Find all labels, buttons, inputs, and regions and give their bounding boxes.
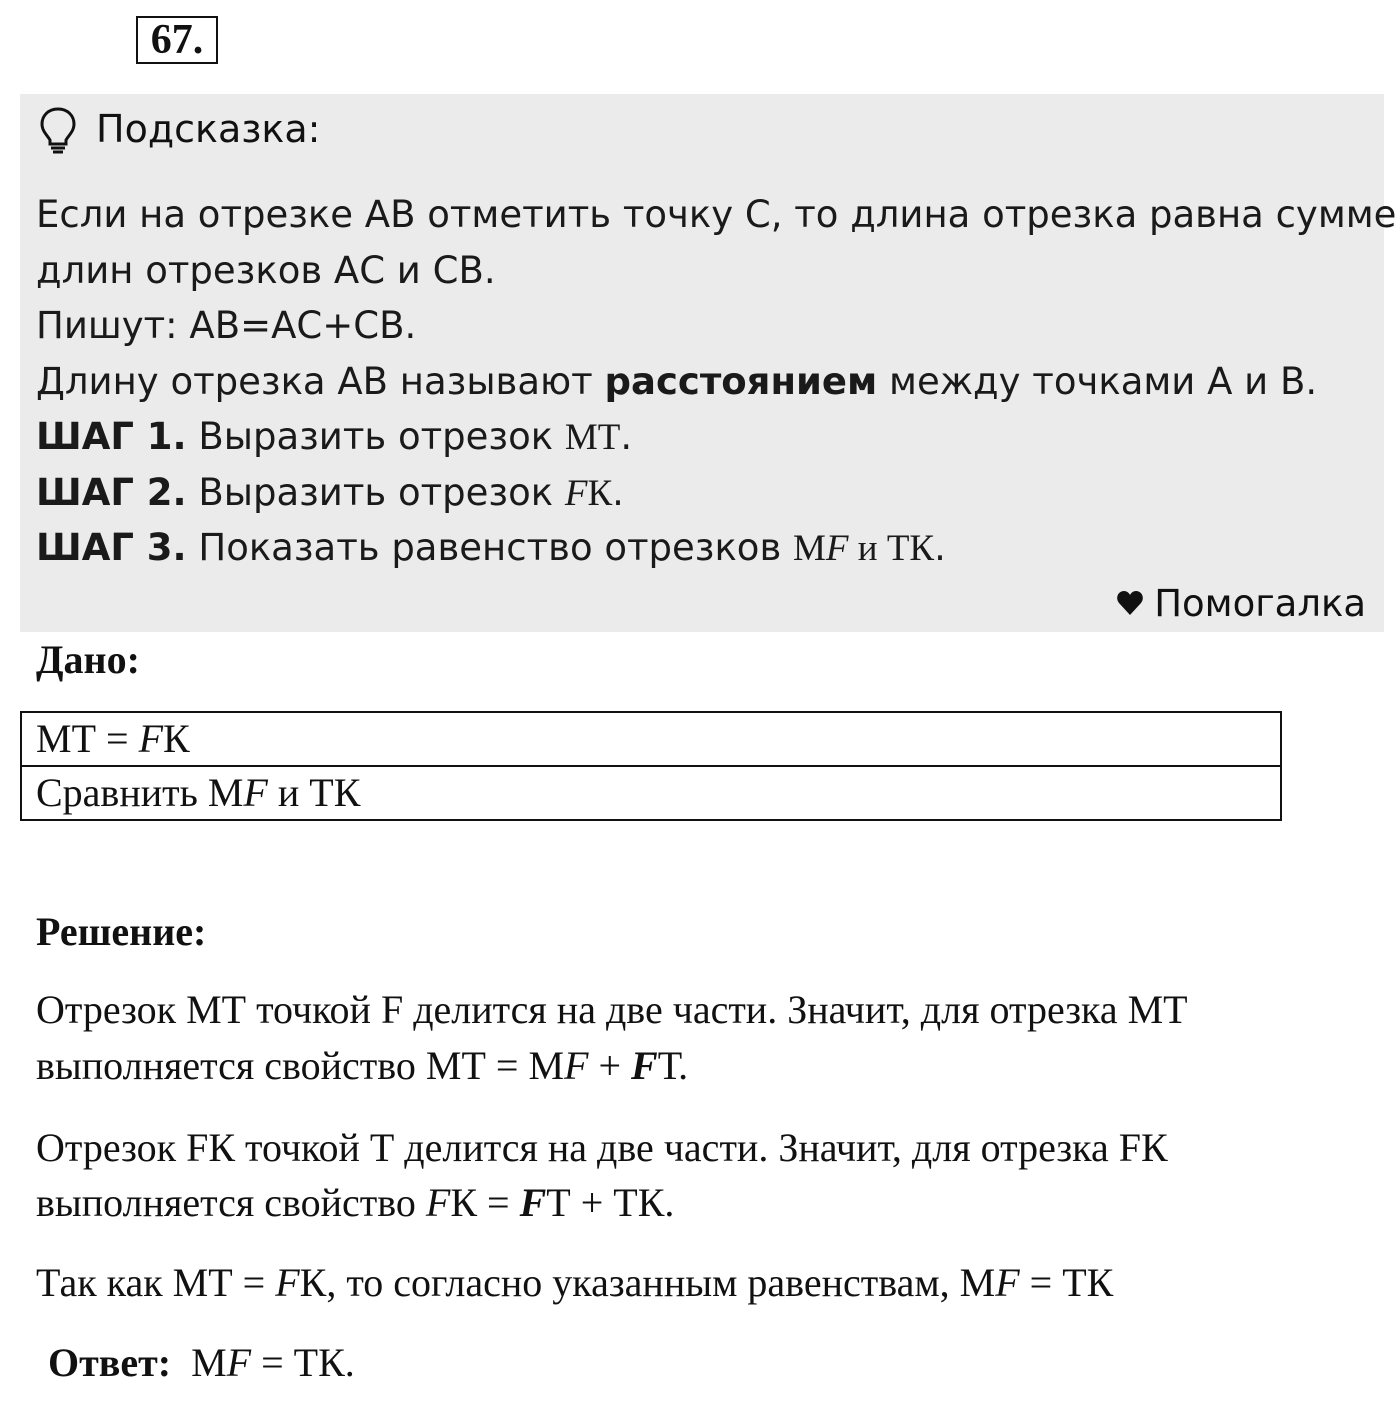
math-italic: F: [243, 770, 268, 815]
step-tail: .: [934, 526, 946, 569]
step-text: Выразить отрезок: [186, 471, 565, 514]
hint-text: Длину отрезка АВ называют: [36, 360, 605, 403]
step-3: [36, 523, 946, 574]
given-cell: [21, 712, 1281, 766]
math-text: выполняется свойство: [36, 1180, 426, 1225]
solution-line: [36, 1255, 1113, 1311]
math-text: Так как МТ =: [36, 1260, 276, 1305]
given-cell: [21, 766, 1281, 820]
hint-text: между точками А и В.: [877, 360, 1318, 403]
heart-icon: [1116, 590, 1144, 616]
step-2: [36, 468, 624, 519]
math-italic: F: [226, 1340, 252, 1385]
math-text: = ТК.: [251, 1340, 355, 1385]
math-text: К, то согласно указанным равенствам, М: [299, 1260, 996, 1305]
hint-box: [20, 94, 1397, 632]
math-italic: F: [275, 1260, 300, 1305]
math-italic: F: [425, 1180, 451, 1225]
solution-line: Отрезок МТ точкой F делится на две части. Значит, для отрезка МТ: [36, 987, 1188, 1032]
math-italic: F: [138, 716, 163, 761]
step-math-italic: F: [825, 528, 849, 569]
hint-title: Подсказка:: [96, 107, 321, 151]
step-tail: .: [620, 415, 633, 458]
given-row: [21, 766, 1281, 820]
hint-line-2: длин отрезков АС и СВ.: [36, 249, 496, 292]
step-math-italic: F: [564, 473, 588, 514]
hint-line-3: Пишут: АВ=АС+СВ.: [36, 304, 417, 347]
given-title: Дано:: [36, 637, 140, 682]
math-italic: F: [995, 1260, 1020, 1305]
step-label: ШАГ 3.: [36, 526, 187, 569]
math-text: = ТК: [1019, 1260, 1114, 1305]
hint-bold-term: расстоянием: [604, 360, 878, 403]
math-text: К: [163, 716, 190, 761]
solution-line: Отрезок FК точкой Т делится на две части. Значит, для отрезка FК: [36, 1125, 1168, 1170]
solution-title: Решение:: [36, 909, 207, 954]
math-bold-italic: F: [631, 1043, 658, 1088]
math-bold-italic: F: [519, 1180, 547, 1225]
given-table: [20, 711, 1282, 821]
step-math: и ТК: [848, 528, 935, 569]
step-1: [36, 412, 632, 463]
step-label: ШАГ 2.: [36, 471, 187, 514]
step-text: Показать равенство отрезков: [186, 526, 794, 569]
hint-line-4: [36, 357, 1317, 407]
math-text: и ТК: [267, 770, 361, 815]
step-tail: .: [612, 471, 624, 514]
brand-label: Помогалка: [1154, 582, 1366, 625]
math-text: МТ =: [36, 716, 139, 761]
math-text: +: [588, 1043, 632, 1088]
given-row: [21, 712, 1281, 766]
step-text: Выразить отрезок: [186, 415, 565, 458]
math-text: К =: [450, 1180, 520, 1225]
math-text: Сравнить М: [36, 770, 244, 815]
step-math: М: [793, 528, 826, 569]
solution-line: [36, 1038, 688, 1094]
math-text: Т.: [657, 1043, 689, 1088]
step-label: ШАГ 1.: [36, 415, 187, 458]
solution-line: [36, 1175, 674, 1231]
math-text: Т + ТК.: [546, 1180, 675, 1225]
math-text: М: [171, 1340, 227, 1385]
math-text: выполняется свойство МТ = М: [36, 1043, 565, 1088]
math-italic: F: [564, 1043, 589, 1088]
lightbulb-icon: [38, 106, 78, 156]
hint-line-1: Если на отрезке АВ отметить точку С, то длина отрезка равна сумме: [36, 193, 1397, 236]
answer-line: [48, 1335, 355, 1391]
task-number: 67.: [136, 16, 218, 64]
step-math: К: [587, 473, 613, 514]
step-math: МТ: [564, 417, 621, 458]
answer-label: Ответ:: [48, 1340, 172, 1385]
